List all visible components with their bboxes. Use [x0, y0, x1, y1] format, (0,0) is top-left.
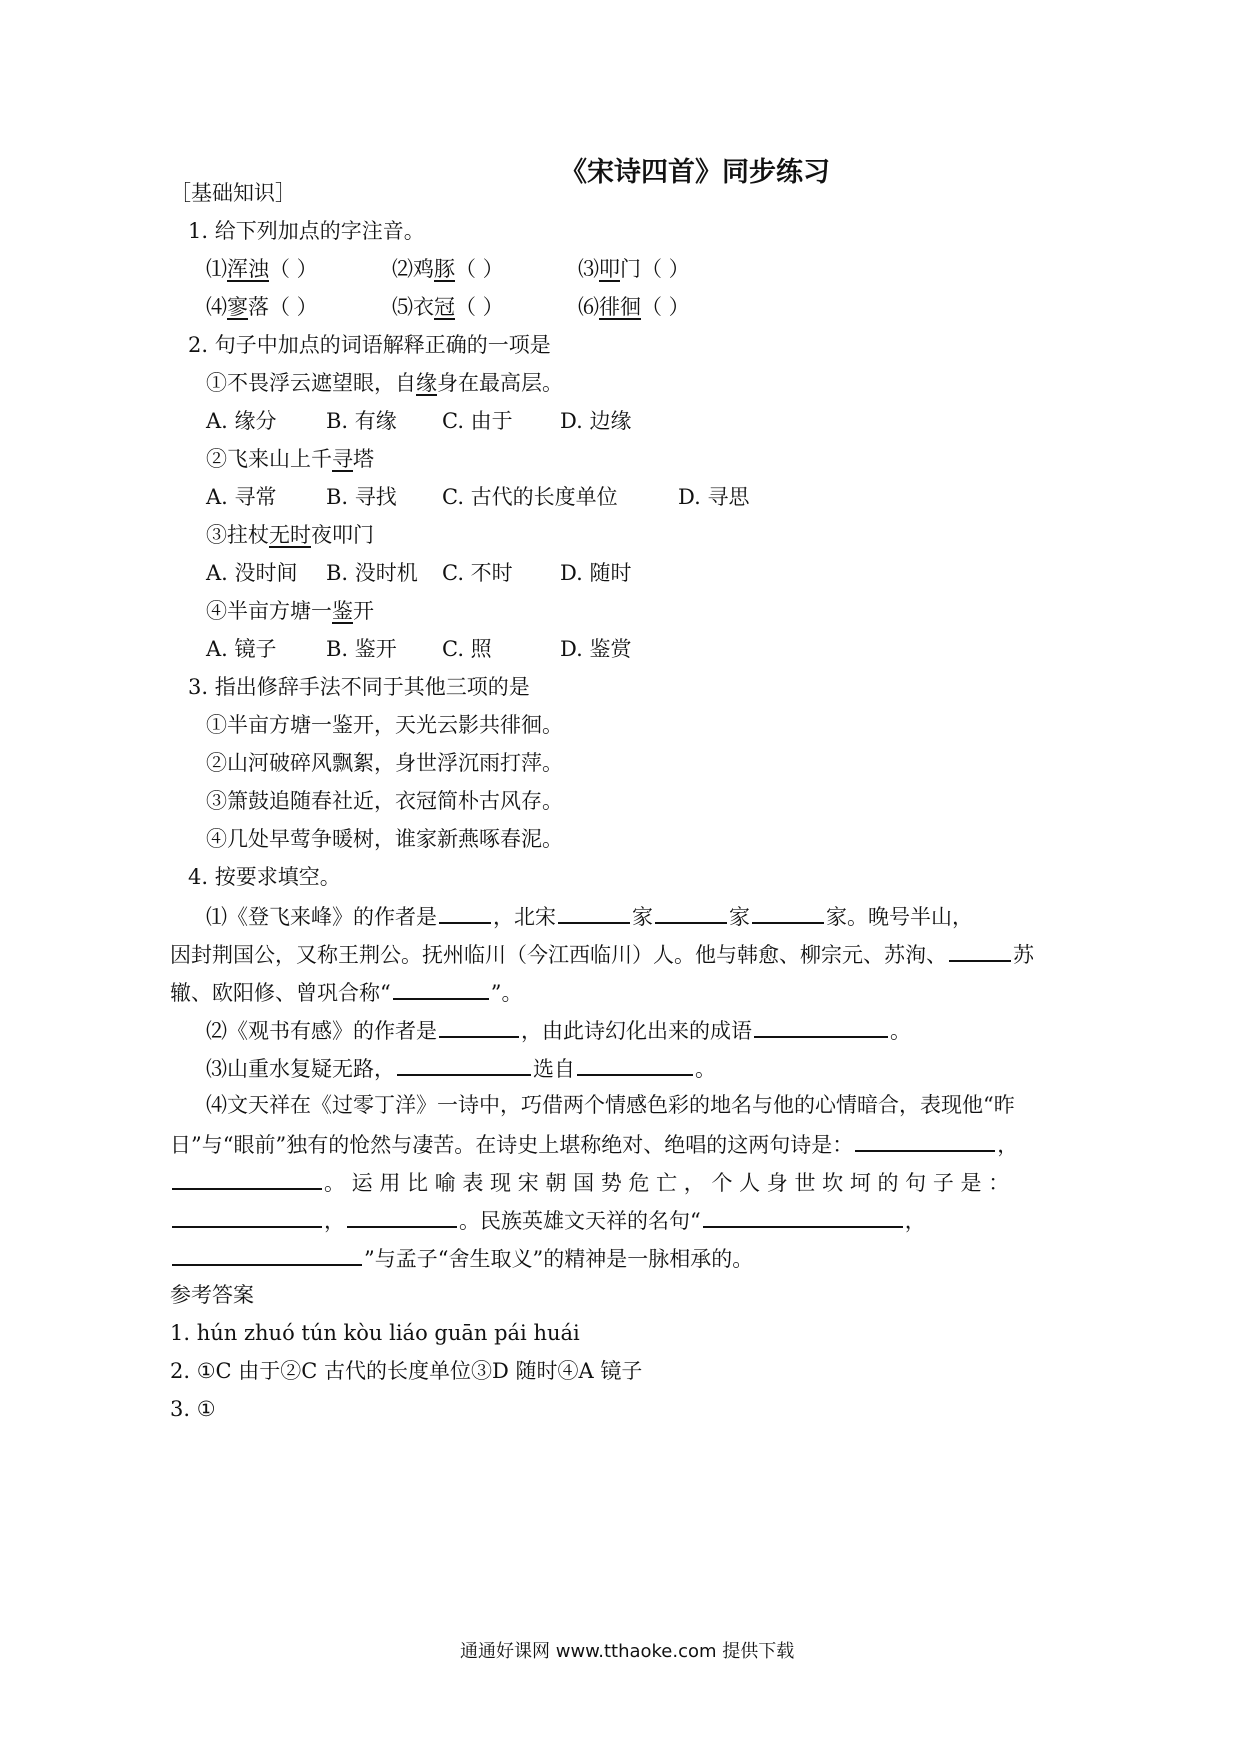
q3-item-1: ①半亩方塘一鉴开，天光云影共徘徊。 [206, 713, 563, 737]
fill-blank[interactable] [172, 1166, 322, 1190]
q1-stem: 1. 给下列加点的字注音。 [188, 219, 425, 243]
q4-part-4-line-2: 日”与“眼前”独有的怆然与凄苦。在诗史上堪称绝对、绝唱的这两句诗是： ， [170, 1128, 1018, 1160]
fill-blank[interactable] [754, 1014, 888, 1038]
fill-blank[interactable] [393, 976, 489, 1000]
fill-blank[interactable] [347, 1204, 457, 1228]
q1-item-6: ⑹徘徊（ ） [578, 295, 690, 319]
q4-part-3: ⑶山重水复疑无路， 选自 。 [206, 1052, 716, 1084]
q3-item-4: ④几处早莺争暖树，谁家新燕啄春泥。 [206, 827, 563, 851]
q3-item-3: ③箫鼓追随春社近，衣冠简朴古风存。 [206, 789, 563, 813]
fill-blank[interactable] [172, 1242, 362, 1266]
fill-blank[interactable] [558, 900, 630, 924]
q4-part-2: ⑵《观书有感》的作者是 ，由此诗幻化出来的成语 。 [206, 1014, 911, 1046]
fill-blank[interactable] [439, 900, 491, 924]
fill-blank[interactable] [655, 900, 727, 924]
q4-part-4-line-3: 。 运 用 比 喻 表 现 宋 朝 国 势 危 亡 ， 个 人 身 世 坎 坷 的 句 子 是 ： [170, 1166, 1009, 1198]
q3-item-2: ②山河破碎风飘絮，身世浮沉雨打萍。 [206, 751, 563, 775]
q4-part-1-line-1: ⑴《登飞来峰》的作者是 ，北宋 家 家 家。晚号半山， [206, 900, 973, 932]
q2-sentence-3: ③拄杖无时夜叩门 [206, 523, 374, 547]
q2-sentence-2: ②飞来山上千寻塔 [206, 447, 374, 471]
fill-blank[interactable] [397, 1052, 531, 1076]
answer-3: 3. ① [170, 1397, 216, 1421]
fill-blank[interactable] [577, 1052, 693, 1076]
answers-heading: 参考答案 [170, 1283, 254, 1307]
q4-part-4-line-1: ⑷文天祥在《过零丁洋》一诗中，巧借两个情感色彩的地名与他的心情暗合，表现他“昨 [206, 1093, 1015, 1117]
page-title: 《宋诗四首》同步练习 [560, 157, 830, 188]
fill-blank[interactable] [439, 1014, 519, 1038]
q1-item-2: ⑵鸡豚（ ） [392, 257, 504, 281]
fill-blank[interactable] [949, 938, 1011, 962]
fill-blank[interactable] [855, 1128, 995, 1152]
answer-2: 2. ①C 由于②C 古代的长度单位③D 随时④A 镜子 [170, 1359, 643, 1383]
q1-item-5: ⑸衣冠（ ） [392, 295, 504, 319]
q1-item-4: ⑷寥落（ ） [206, 295, 318, 319]
fill-blank[interactable] [752, 900, 824, 924]
section-heading: ［基础知识］ [170, 181, 296, 205]
q4-part-4-line-5: ”与孟子“舍生取义”的精神是一脉相承的。 [170, 1242, 753, 1274]
q1-item-3: ⑶叩门（ ） [578, 257, 690, 281]
answer-1: 1. hún zhuó tún kòu liáo guān pái huái [170, 1321, 580, 1345]
q1-item-1: ⑴浑浊（ ） [206, 257, 318, 281]
q4-part-1-line-3: 辙、欧阳修、曾巩合称“ ”。 [170, 976, 523, 1008]
q4-part-1-line-2: 因封荆国公，又称王荆公。抚州临川（今江西临川）人。他与韩愈、柳宗元、苏洵、 苏 [170, 938, 1034, 970]
q2-sentence-1: ①不畏浮云遮望眼，自缘身在最高层。 [206, 371, 563, 395]
fill-blank[interactable] [172, 1204, 322, 1228]
q4-stem: 4. 按要求填空。 [188, 865, 341, 889]
q2-sentence-4: ④半亩方塘一鉴开 [206, 599, 374, 623]
document-page: 《宋诗四首》同步练习 ［基础知识］ 1. 给下列加点的字注音。 ⑴浑浊（ ） ⑵鸡豚（ ） ⑶叩门（ ） ⑷寥落（ ） ⑸衣冠（ ） ⑹徘徊（ ） 2. 句子中加点的词语解释正确的一项是 ①不畏浮云遮望眼，自缘身在最高层。 A. 缘分 B. 有缘 C. 由于 D. 边缘 ②飞来山上千寻塔 A. 寻常 B. 寻找 C. 古代的长度单位 D. 寻思 ③拄杖无时夜叩门 A. 没时间 B. 没时机 C. 不时 D. 随时 ④半亩方塘一鉴开 A. 镜子 B. 鉴开 C. 照 D. 鉴赏 3. 指出修辞手法不同于其他三项的是 ①半亩方塘一鉴开，天光云影共徘徊。 ②山河破碎风飘絮，身世浮沉雨打萍。 ③箫鼓追随春社近，衣冠简朴古风存。 ④几处早莺争暖树，谁家新燕啄春泥。 4. 按要求填空。 ⑴《登飞来峰》的作者是 ，北宋 家 家 家。晚号半山， 因封荆国公，又称王荆公。抚州临川（今江西临川）人。他与韩愈、柳宗元、苏洵、 苏 辙、欧阳修、曾巩合称“ ”。 ⑵《观书有感》的作者是 ，由此诗幻化出来的成语 。 ⑶山重水复疑无路， 选自 。 ⑷文天祥在《过零丁洋》一诗中，巧借两个情感色彩的地名与他的心情暗合，表现他“昨 日”与“眼前”独有的怆然与凄苦。在诗史上堪称绝对、绝唱的这两句诗是： ， 。 运 用 比 喻 表 现 宋 朝 国 势 危 亡 ， 个 人 身 世 坎 坷 的 句 子 是 ： ， 。民族英雄文天祥的名句“ ， ”与孟子“舍生取义”的精神是一脉相承的。 参考答案 1. hún zhuó tún kòu liáo guān pái huái 2. ①C 由于②C 古代的长度单位③D 随时④A 镜子 3. ① 通通好课网 www.tthaoke.com 提供下载 [0, 0, 1240, 1754]
q2-stem: 2. 句子中加点的词语解释正确的一项是 [188, 333, 551, 357]
page-footer: 通通好课网 www.tthaoke.com 提供下载 [460, 1641, 795, 1662]
fill-blank[interactable] [703, 1204, 903, 1228]
q4-part-4-line-4: ， 。民族英雄文天祥的名句“ ， [170, 1204, 926, 1236]
q3-stem: 3. 指出修辞手法不同于其他三项的是 [188, 675, 530, 699]
